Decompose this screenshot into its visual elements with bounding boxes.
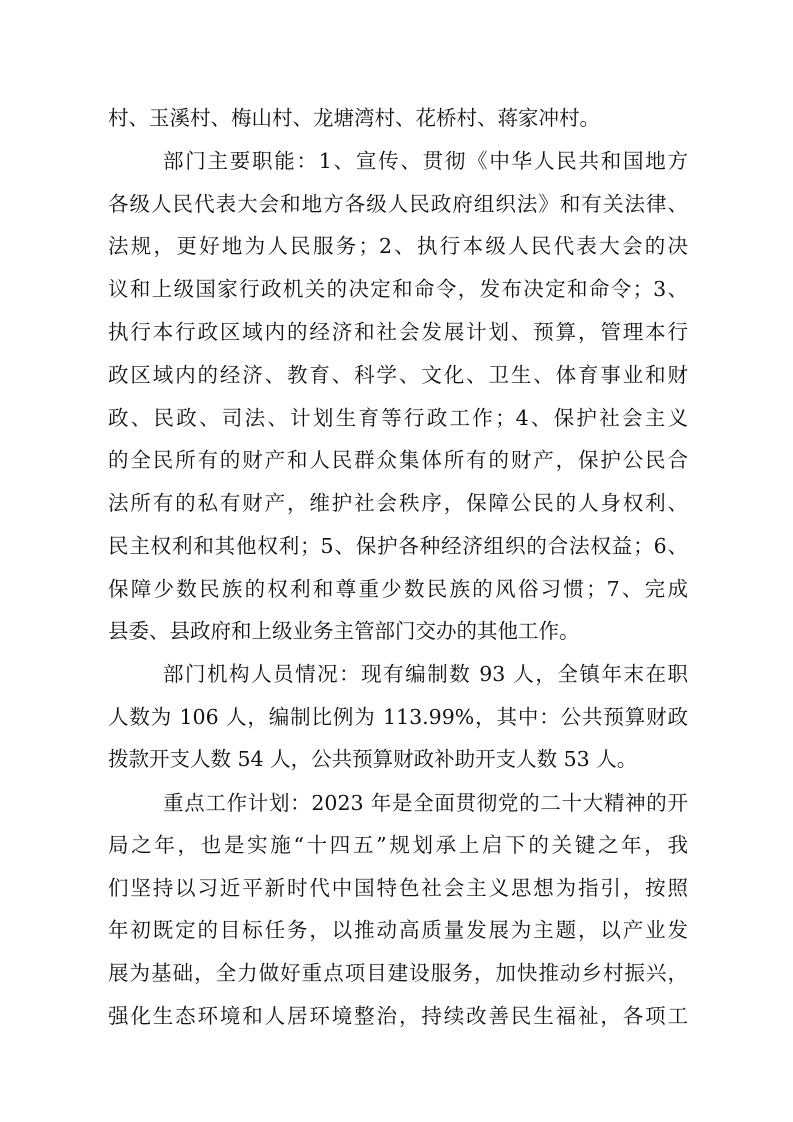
text-line: 部门主要职能：1、宣传、贯彻《中华人民共和国地方 <box>163 149 688 173</box>
text-line: 法所有的私有财产，维护社会秩序，保障公民的人身权利、 <box>108 491 688 515</box>
text-line: 人数为 106 人，编制比例为 113.99%，其中：公共预算财政 <box>108 705 688 729</box>
text-line: 部门机构人员情况：现有编制数 93 人，全镇年末在职 <box>163 662 688 686</box>
text-line: 年初既定的目标任务，以推动高质量发展为主题，以产业发 <box>108 918 688 942</box>
text-line: 政区域内的经济、教育、科学、文化、卫生、体育事业和财 <box>108 363 688 387</box>
text-line: 议和上级国家行政机关的决定和命令，发布决定和命令；3、 <box>108 277 688 301</box>
text-line: 重点工作计划：2023 年是全面贯彻党的二十大精神的开 <box>163 791 688 815</box>
text-line: 们坚持以习近平新时代中国特色社会主义思想为指引，按照 <box>108 876 688 900</box>
text-line: 政、民政、司法、计划生育等行政工作；4、保护社会主义 <box>108 406 688 430</box>
text-line: 的全民所有的财产和人民群众集体所有的财产，保护公民合 <box>108 448 688 472</box>
text-line: 局之年，也是实施“十四五”规划承上启下的关键之年，我 <box>108 833 688 857</box>
text-line: 各级人民代表大会和地方各级人民政府组织法》和有关法律、 <box>108 192 688 216</box>
text-line: 法规，更好地为人民服务；2、执行本级人民代表大会的决 <box>108 234 688 258</box>
text-line: 拨款开支人数 54 人，公共预算财政补助开支人数 53 人。 <box>108 747 638 771</box>
text-line: 执行本行政区域内的经济和社会发展计划、预算，管理本行 <box>108 320 688 344</box>
text-line: 强化生态环境和人居环境整治，持续改善民生福祉，各项工 <box>108 1004 688 1028</box>
text-line: 村、玉溪村、梅山村、龙塘湾村、花桥村、蒋家冲村。 <box>108 106 600 130</box>
text-line: 民主权利和其他权利；5、保护各种经济组织的合法权益；6、 <box>108 534 688 558</box>
text-line: 县委、县政府和上级业务主管部门交办的其他工作。 <box>108 619 580 643</box>
text-line: 展为基础，全力做好重点项目建设服务，加快推动乡村振兴， <box>108 961 688 985</box>
text-line: 保障少数民族的权利和尊重少数民族的风俗习惯；7、完成 <box>108 577 688 601</box>
